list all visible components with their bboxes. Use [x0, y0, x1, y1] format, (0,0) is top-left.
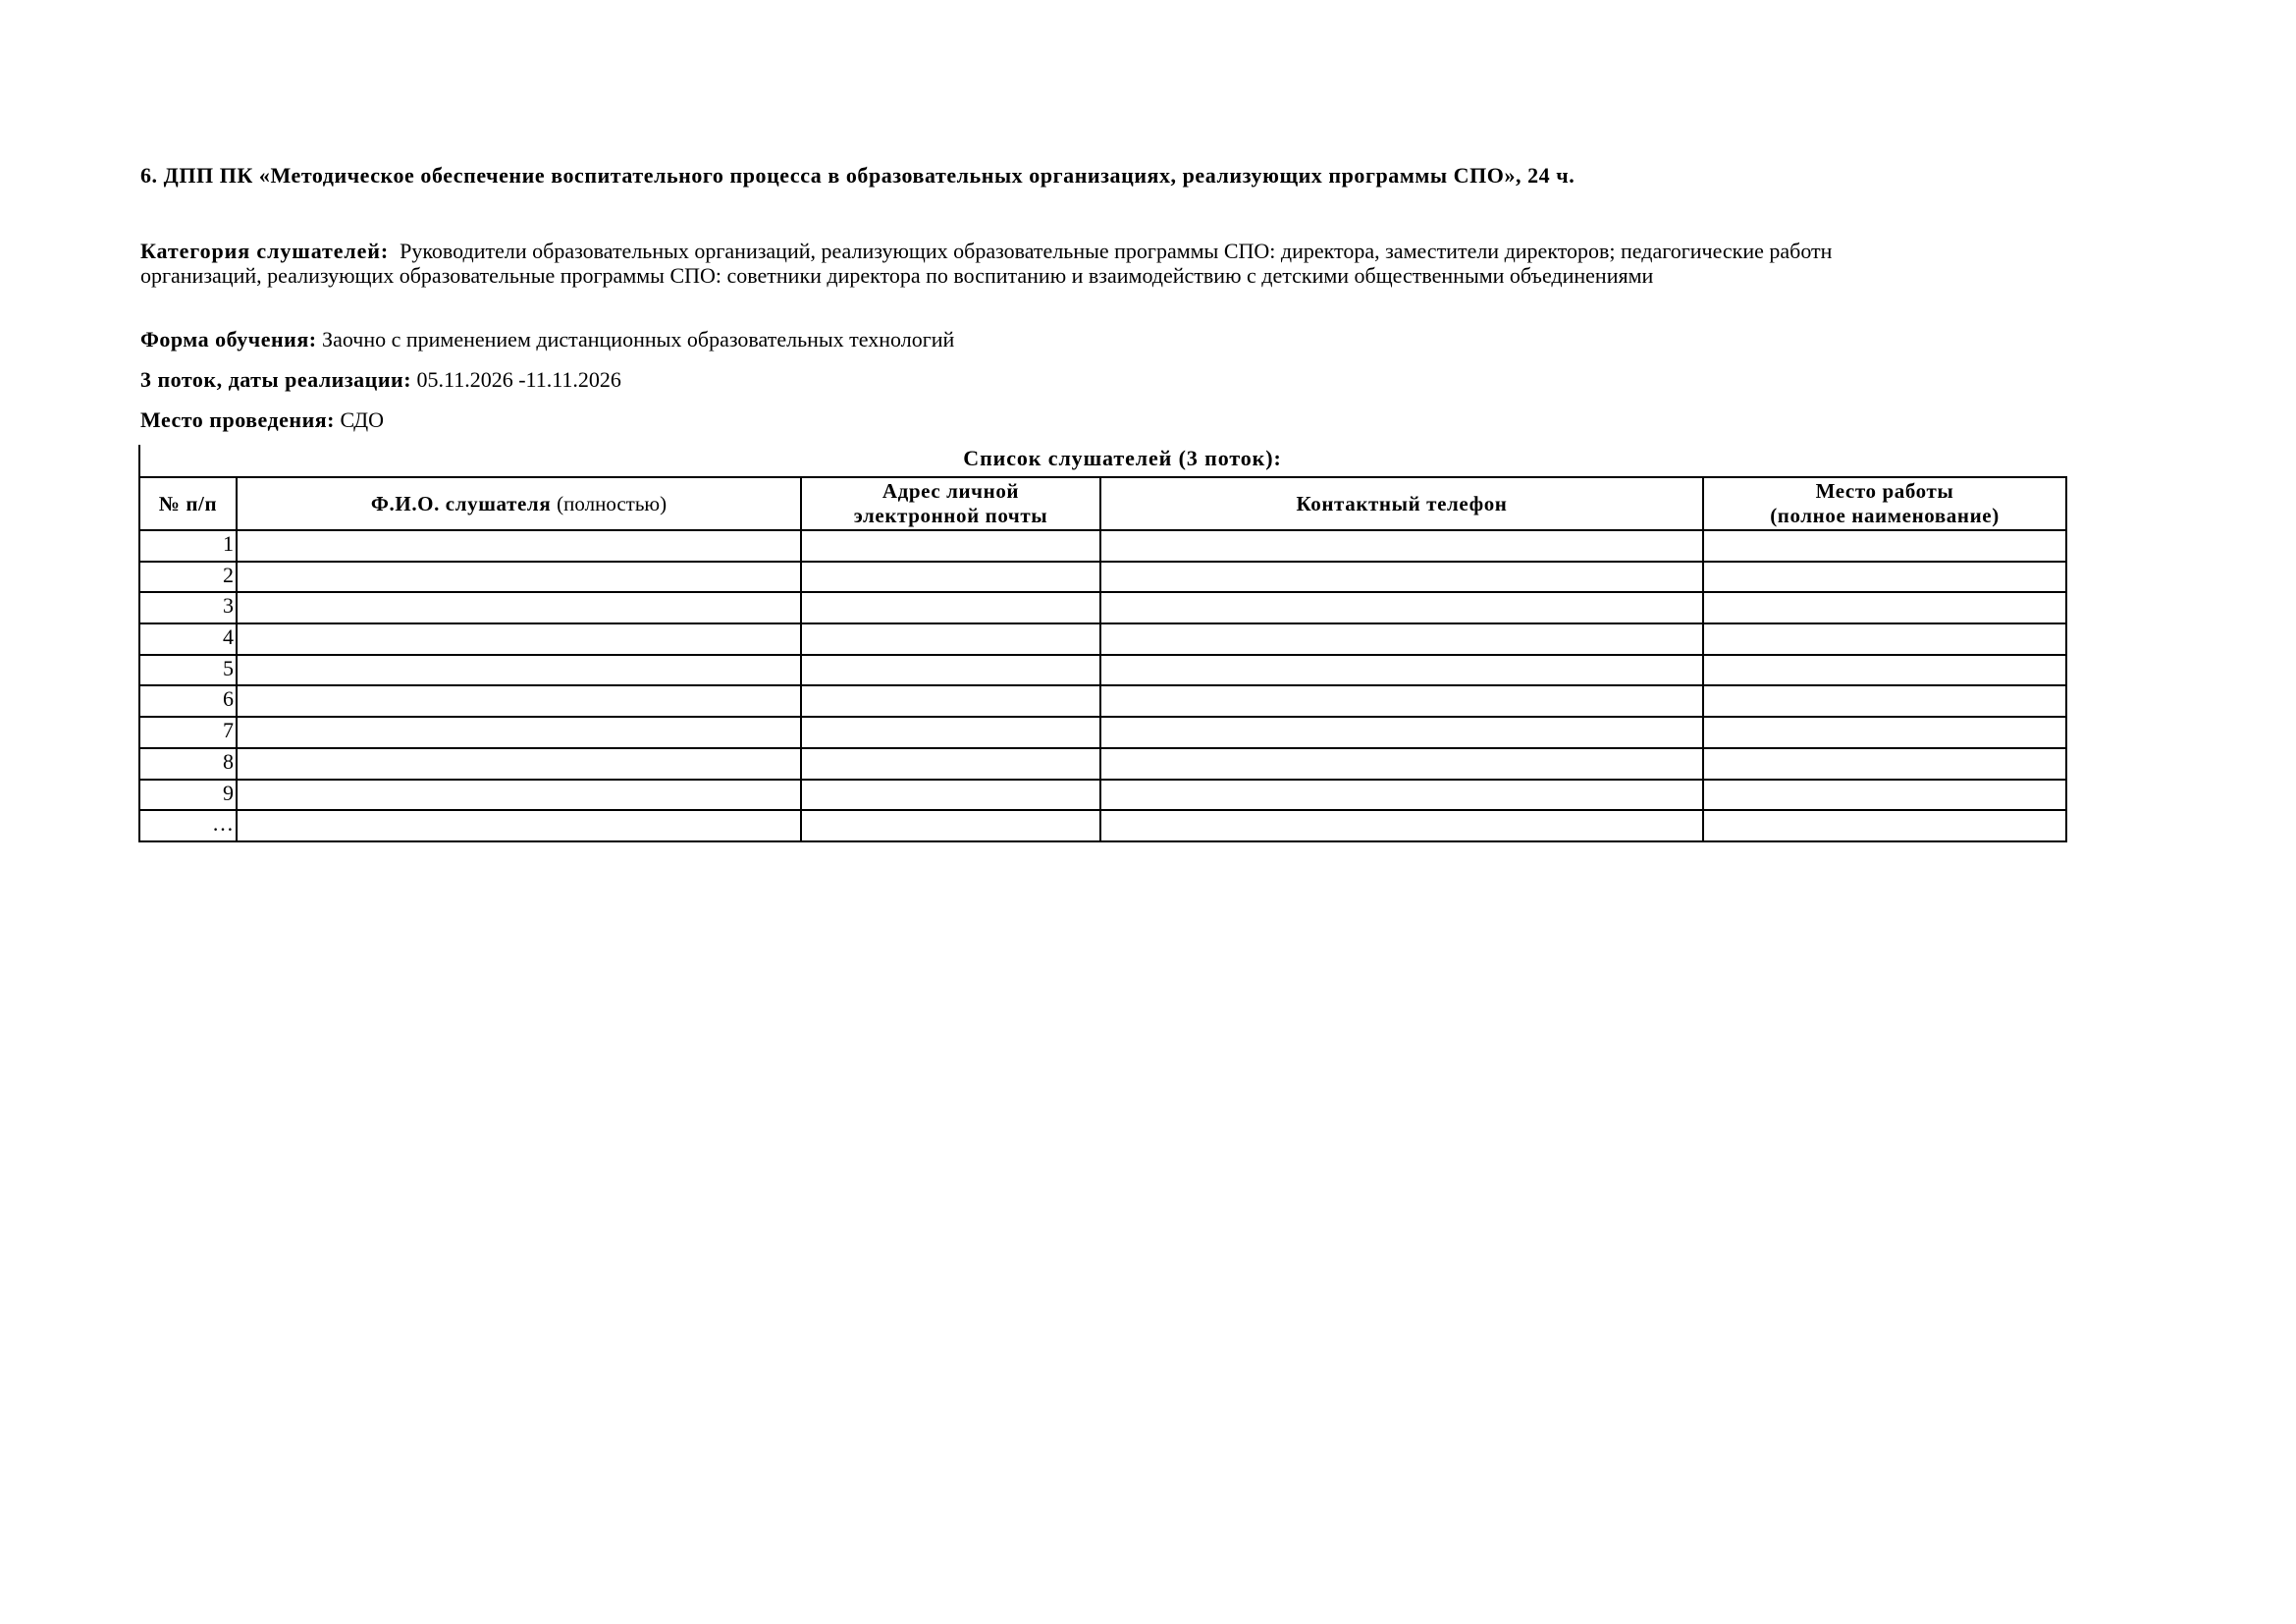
- table-row: [139, 592, 2066, 623]
- cell-num: 3: [139, 592, 237, 623]
- header-fio-bold: Ф.И.О. слушателя: [370, 491, 552, 515]
- listeners-table: [138, 476, 2067, 842]
- cell-num: 9: [139, 780, 237, 811]
- cell-work[interactable]: [1703, 623, 2066, 655]
- cell-fio[interactable]: [237, 780, 801, 811]
- cell-phone[interactable]: [1100, 780, 1703, 811]
- category-text-line-2: организаций, реализующих образовательные программы СПО: советники директора по воспитанию и взаимодействию с детскими общественными объединениями: [140, 263, 1654, 288]
- venue-label: Место проведения:: [140, 407, 335, 432]
- header-email-line-2: электронной почты: [853, 504, 1048, 527]
- table-row: [139, 623, 2066, 655]
- table-row: [139, 780, 2066, 811]
- cell-fio[interactable]: [237, 592, 801, 623]
- cell-phone[interactable]: [1100, 562, 1703, 593]
- cell-email[interactable]: [801, 780, 1100, 811]
- cell-work[interactable]: [1703, 748, 2066, 780]
- header-work-line-2: (полное наименование): [1770, 504, 2000, 527]
- table-header-row: [139, 477, 2066, 530]
- category-line-2: [140, 263, 1653, 288]
- venue: [140, 407, 384, 432]
- table-row: [139, 810, 2066, 841]
- header-phone: [1100, 477, 1703, 530]
- cell-email[interactable]: [801, 655, 1100, 686]
- cell-phone[interactable]: [1100, 685, 1703, 717]
- cell-num: 2: [139, 562, 237, 593]
- cell-num: 5: [139, 655, 237, 686]
- stream-dates: [140, 367, 621, 392]
- header-fio: [237, 477, 801, 530]
- cell-email[interactable]: [801, 810, 1100, 841]
- cell-email[interactable]: [801, 623, 1100, 655]
- cell-phone[interactable]: [1100, 623, 1703, 655]
- cell-work[interactable]: [1703, 810, 2066, 841]
- cell-phone[interactable]: [1100, 530, 1703, 562]
- cell-phone[interactable]: [1100, 748, 1703, 780]
- cell-work[interactable]: [1703, 717, 2066, 748]
- header-num: [139, 477, 237, 530]
- cell-phone[interactable]: [1100, 592, 1703, 623]
- cell-num: 8: [139, 748, 237, 780]
- header-work: [1703, 477, 2066, 530]
- document-heading: 6. ДПП ПК «Методическое обеспечение воспитательного процесса в образовательных организациях, реализующих программы СПО», 24 ч.: [140, 163, 1575, 188]
- table-row: [139, 530, 2066, 562]
- cell-num: …: [139, 810, 237, 841]
- cell-email[interactable]: [801, 685, 1100, 717]
- cell-num: 6: [139, 685, 237, 717]
- header-email: [801, 477, 1100, 530]
- cell-fio[interactable]: [237, 623, 801, 655]
- cell-fio[interactable]: [237, 717, 801, 748]
- cell-email[interactable]: [801, 748, 1100, 780]
- table-row: [139, 685, 2066, 717]
- cell-fio[interactable]: [237, 685, 801, 717]
- cell-phone[interactable]: [1100, 655, 1703, 686]
- table-row: [139, 655, 2066, 686]
- cell-num: 1: [139, 530, 237, 562]
- cell-work[interactable]: [1703, 592, 2066, 623]
- header-email-line-1: Адрес личной: [881, 479, 1020, 503]
- cell-fio[interactable]: [237, 748, 801, 780]
- cell-email[interactable]: [801, 530, 1100, 562]
- cell-num: 4: [139, 623, 237, 655]
- cell-fio[interactable]: [237, 530, 801, 562]
- cell-work[interactable]: [1703, 780, 2066, 811]
- category-label: Категория слушателей:: [140, 239, 390, 263]
- stream-value: 05.11.2026 -11.11.2026: [416, 367, 621, 392]
- cell-work[interactable]: [1703, 530, 2066, 562]
- header-phone-label: Контактный телефон: [1296, 491, 1508, 515]
- cell-email[interactable]: [801, 592, 1100, 623]
- table-row: [139, 562, 2066, 593]
- cell-work[interactable]: [1703, 562, 2066, 593]
- form-of-study: [140, 327, 954, 352]
- form-value: Заочно с применением дистанционных образовательных технологий: [322, 327, 955, 352]
- cell-work[interactable]: [1703, 655, 2066, 686]
- cell-email[interactable]: [801, 562, 1100, 593]
- table-row: [139, 717, 2066, 748]
- header-num-label: № п/п: [158, 491, 218, 515]
- form-label: Форма обучения:: [140, 327, 317, 352]
- venue-value: СДО: [340, 407, 384, 432]
- header-fio-normal: (полностью): [557, 491, 667, 515]
- cell-phone[interactable]: [1100, 717, 1703, 748]
- table-body: [139, 530, 2066, 841]
- cell-fio[interactable]: [237, 810, 801, 841]
- cell-fio[interactable]: [237, 655, 801, 686]
- stream-label: 3 поток, даты реализации:: [140, 367, 412, 392]
- cell-work[interactable]: [1703, 685, 2066, 717]
- category-text-line-1: Руководители образовательных организаций, реализующих образовательные программы СПО: директора, заместители директоров; педагогические работн: [400, 239, 1833, 263]
- cell-phone[interactable]: [1100, 810, 1703, 841]
- table-caption: Список слушателей (3 поток):: [138, 445, 2065, 476]
- category-line-1: [140, 239, 1832, 263]
- cell-num: 7: [139, 717, 237, 748]
- table-row: [139, 748, 2066, 780]
- cell-fio[interactable]: [237, 562, 801, 593]
- cell-email[interactable]: [801, 717, 1100, 748]
- header-work-line-1: Место работы: [1815, 479, 1954, 503]
